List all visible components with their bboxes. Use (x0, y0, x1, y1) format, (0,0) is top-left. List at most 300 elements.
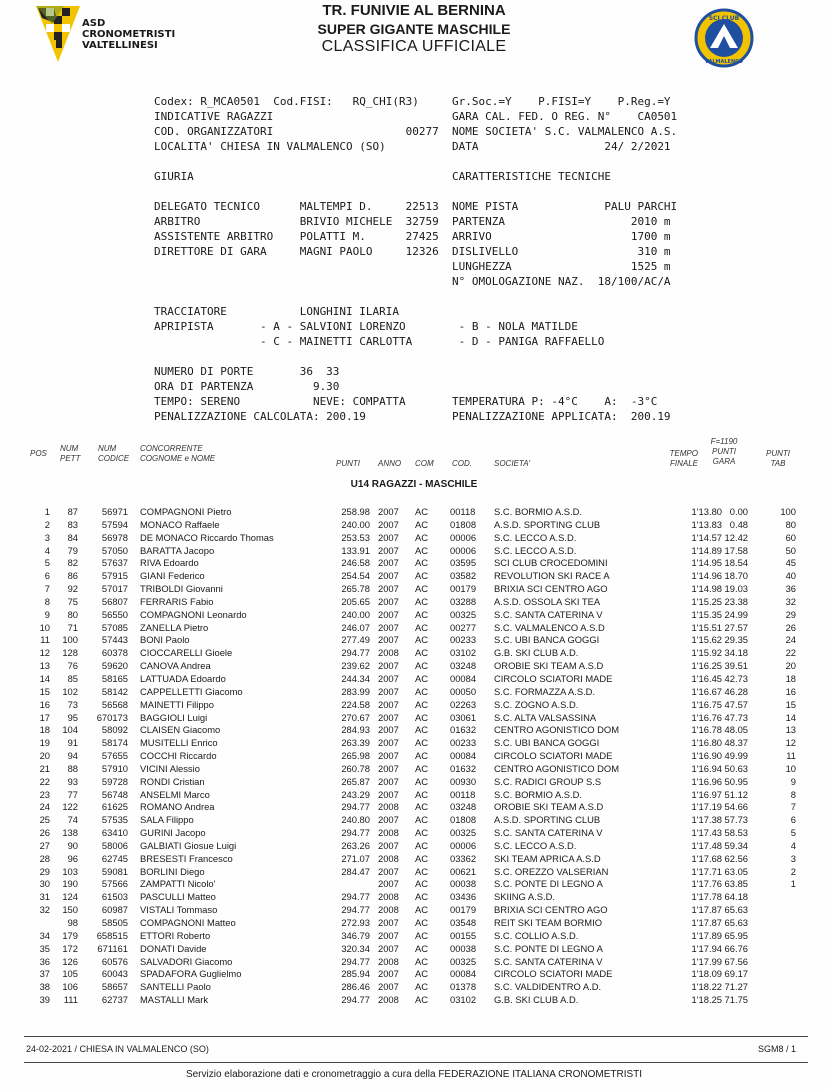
row-time: 1'15.35 (691, 608, 722, 620)
row-committee: AC (415, 750, 429, 762)
row-pos: 23 (39, 788, 50, 800)
row-club: S.C. BORMIO A.S.D. (494, 506, 583, 517)
table-row (0, 840, 828, 853)
col-punti-gara (707, 437, 741, 467)
row-points: 246.07 (341, 621, 370, 633)
row-time: 1'14.96 (691, 570, 722, 582)
row-race-points: 50.95 (724, 775, 748, 787)
col-punti-gara-factor: F=1190 (710, 437, 738, 446)
row-race-points: 62.56 (724, 852, 748, 864)
row-athlete-name: BAGGIOLI Luigi (140, 711, 208, 723)
row-time: 1'16.78 (691, 724, 722, 736)
row-points: 260.78 (341, 762, 370, 774)
row-club: S.C. SANTA CATERINA V (494, 827, 603, 839)
table-row (0, 943, 828, 956)
row-fis-code: 57637 (101, 557, 128, 569)
row-race-points: 48.37 (724, 737, 748, 749)
row-pos: 39 (39, 994, 50, 1006)
row-points: 346.79 (341, 929, 370, 941)
table-row (0, 583, 828, 596)
row-race-points: 24.99 (724, 608, 748, 620)
info-line: DIRETTORE DI GARA MAGNI PAOLO 12326 DISLIVELLO 310 m (154, 245, 671, 258)
row-committee: AC (415, 544, 429, 556)
row-points: 283.99 (341, 685, 370, 697)
info-line: GIURIA CARATTERISTICHE TECNICHE (154, 170, 611, 183)
row-table-points: 12 (785, 737, 796, 749)
table-row (0, 814, 828, 827)
row-pos: 7 (44, 583, 50, 595)
row-pos: 6 (44, 570, 50, 582)
row-year: 2007 (378, 518, 399, 530)
row-year: 2007 (378, 583, 399, 595)
row-points: 263.39 (341, 737, 370, 749)
row-bib: 138 (62, 827, 78, 839)
row-time: 1'17.68 (691, 852, 722, 864)
info-line: INDICATIVE RAGAZZI GARA CAL. FED. O REG. N° CA0501 (154, 110, 678, 123)
table-row (0, 545, 828, 558)
table-row (0, 519, 828, 532)
row-year: 2007 (378, 570, 399, 582)
row-fis-code: 57594 (101, 518, 128, 530)
row-fis-code: 57535 (101, 814, 128, 826)
row-committee: AC (415, 647, 429, 659)
row-club-code: 03061 (450, 711, 477, 723)
row-table-points: 7 (790, 801, 796, 813)
table-row (0, 801, 828, 814)
row-athlete-name: SANTELLI Paolo (140, 981, 211, 993)
row-race-points: 63.05 (724, 865, 748, 877)
row-club-code: 02263 (450, 698, 477, 710)
row-club-code: 00050 (450, 685, 477, 697)
row-year: 2007 (378, 672, 399, 684)
row-race-points: 17.58 (724, 544, 748, 556)
row-bib: 124 (62, 891, 78, 903)
row-club-code: 00118 (450, 506, 476, 517)
row-club-code: 00118 (450, 788, 476, 800)
row-committee: AC (415, 981, 429, 993)
row-race-points: 58.53 (724, 827, 748, 839)
row-pos: 5 (44, 557, 50, 569)
row-committee: AC (415, 506, 429, 517)
col-tempo (668, 449, 698, 469)
col-punti-tab-line1: PUNTI (766, 449, 790, 458)
row-year: 2007 (378, 942, 399, 954)
row-year: 2007 (378, 634, 399, 646)
row-club-code: 00233 (450, 634, 477, 646)
row-race-points: 18.70 (724, 570, 748, 582)
row-fis-code: 671161 (97, 942, 128, 954)
row-club-code: 03436 (450, 891, 477, 903)
row-points: 239.62 (341, 660, 370, 672)
row-year: 2007 (378, 968, 399, 980)
footer-service-note: Servizio elaborazione dati e cronometraggio a cura della FEDERAZIONE ITALIANA CRONOMETRISTI (185, 1069, 643, 1080)
row-race-points: 71.27 (724, 981, 748, 993)
row-athlete-name: BORLINI Diego (140, 865, 205, 877)
row-race-points: 18.54 (724, 557, 748, 569)
row-committee: AC (415, 557, 429, 569)
table-row (0, 686, 828, 699)
row-pos: 8 (44, 595, 50, 607)
table-row (0, 724, 828, 737)
row-table-points: 100 (780, 506, 796, 517)
row-club: SCI CLUB CROCEDOMINI (494, 557, 608, 569)
row-fis-code: 58174 (101, 737, 128, 749)
row-club: OROBIE SKI TEAM A.S.D (494, 801, 604, 813)
row-club: A.S.D. SPORTING CLUB (494, 814, 601, 826)
row-committee: AC (415, 531, 429, 543)
row-pos: 10 (39, 621, 50, 633)
row-club: S.C. ALTA VALSASSINA (494, 711, 597, 723)
row-athlete-name: COMPAGNONI Matteo (140, 917, 236, 928)
row-points: 294.77 (341, 801, 370, 813)
row-bib: 106 (62, 981, 78, 993)
row-club: CIRCOLO SCIATORI MADE (494, 968, 613, 980)
sci-club-valmalenco-logo (694, 8, 754, 68)
row-club: S.C. SANTA CATERINA V (494, 955, 603, 967)
row-race-points: 54.66 (724, 801, 748, 813)
row-club-code: 03102 (450, 994, 477, 1006)
row-table-points: 24 (785, 634, 796, 646)
row-fis-code: 59081 (101, 865, 128, 877)
row-table-points: 22 (785, 647, 796, 659)
classification-title: CLASSIFICA UFFICIALE (321, 38, 507, 55)
org-line-3: VALTELLINESI (82, 40, 158, 51)
table-row (0, 763, 828, 776)
row-athlete-name: BARATTA Jacopo (140, 544, 215, 556)
row-bib: 122 (62, 801, 78, 813)
row-year: 2007 (378, 595, 399, 607)
row-bib: 83 (67, 518, 78, 530)
table-row (0, 596, 828, 609)
row-club: G.B. SKI CLUB A.D. (494, 994, 579, 1006)
col-num-pett (60, 444, 80, 464)
row-fis-code: 56971 (101, 506, 128, 517)
row-pos: 26 (39, 827, 50, 839)
row-time: 1'15.51 (691, 621, 722, 633)
col-num-codice-line2: CODICE (98, 454, 130, 463)
row-committee: AC (415, 917, 429, 928)
row-year: 2007 (378, 544, 399, 556)
row-committee: AC (415, 878, 429, 890)
row-year: 2007 (378, 685, 399, 697)
row-race-points: 42.73 (724, 672, 748, 684)
row-pos: 15 (39, 685, 50, 697)
row-club: S.C. VALDIDENTRO A.D. (494, 981, 602, 993)
row-race-points: 67.56 (724, 955, 748, 967)
col-cod: COD. (452, 459, 472, 468)
row-time: 1'16.76 (691, 711, 722, 723)
row-athlete-name: MASTALLI Mark (140, 994, 209, 1006)
row-club: CIRCOLO SCIATORI MADE (494, 750, 613, 762)
row-club-code: 00084 (450, 672, 477, 684)
row-club-code: 00277 (450, 621, 477, 633)
row-race-points: 34.18 (724, 647, 748, 659)
table-row (0, 878, 828, 891)
row-bib: 80 (67, 608, 78, 620)
row-bib: 76 (67, 660, 78, 672)
row-fis-code: 57910 (101, 762, 128, 774)
row-committee: AC (415, 685, 429, 697)
row-club: OROBIE SKI TEAM A.S.D (494, 660, 604, 672)
row-athlete-name: BONI Paolo (140, 634, 190, 646)
row-fis-code: 63410 (101, 827, 128, 839)
row-time: 1'17.94 (691, 942, 722, 954)
row-bib: 75 (67, 595, 78, 607)
col-tempo-line2: FINALE (669, 459, 698, 468)
row-table-points: 20 (785, 660, 796, 672)
row-club-code: 03362 (450, 852, 477, 864)
footer-rule-bottom (24, 1062, 808, 1063)
row-points: 265.98 (341, 750, 370, 762)
row-athlete-name: SALVADORI Giacomo (140, 955, 233, 967)
row-club-code: 03248 (450, 660, 477, 672)
row-race-points: 29.35 (724, 634, 748, 646)
row-year: 2007 (378, 917, 399, 928)
info-line: ORA DI PARTENZA 9.30 (154, 380, 340, 393)
row-year: 2008 (378, 852, 399, 864)
table-row (0, 904, 828, 917)
row-athlete-name: GIANI Federico (140, 570, 205, 582)
row-club-code: 03595 (450, 557, 477, 569)
row-pos: 31 (39, 891, 50, 903)
row-bib: 79 (67, 544, 78, 556)
row-athlete-name: ZANELLA Pietro (140, 621, 209, 633)
row-year: 2007 (378, 814, 399, 826)
row-race-points: 71.75 (724, 994, 748, 1006)
row-points: 294.77 (341, 827, 370, 839)
row-race-points: 47.57 (724, 698, 748, 710)
row-year: 2008 (378, 904, 399, 916)
col-punti-gara-line2: GARA (712, 457, 736, 466)
row-pos: 12 (39, 647, 50, 659)
row-points: 294.77 (341, 891, 370, 903)
row-table-points: 6 (790, 814, 796, 826)
row-bib: 94 (67, 750, 78, 762)
row-pos: 28 (39, 852, 50, 864)
row-athlete-name: CANOVA Andrea (140, 660, 211, 672)
row-time: 1'16.25 (691, 660, 722, 672)
row-bib: 71 (67, 621, 78, 633)
row-club: CENTRO AGONISTICO DOM (494, 724, 620, 736)
row-fis-code: 56568 (101, 698, 128, 710)
row-year: 2008 (378, 994, 399, 1006)
row-race-points: 69.17 (724, 968, 748, 980)
row-pos: 24 (39, 801, 50, 813)
race-subtitle: SUPER GIGANTE MASCHILE (317, 21, 511, 37)
row-fis-code: 57655 (101, 750, 128, 762)
row-committee: AC (415, 904, 429, 916)
row-time: 1'16.96 (691, 775, 722, 787)
row-committee: AC (415, 852, 429, 864)
row-committee: AC (415, 762, 429, 774)
row-committee: AC (415, 955, 429, 967)
row-pos: 35 (39, 942, 50, 954)
row-table-points: 16 (785, 685, 796, 697)
row-table-points: 10 (785, 762, 796, 774)
row-fis-code: 670173 (96, 711, 128, 723)
table-row (0, 634, 828, 647)
row-year: 2007 (378, 775, 399, 787)
row-club: SKI TEAM APRICA A.S.D (494, 852, 601, 864)
row-points: 265.78 (341, 583, 370, 595)
row-committee: AC (415, 968, 429, 980)
row-pos: 17 (39, 711, 50, 723)
col-tempo-line1: TEMPO (669, 449, 698, 458)
row-club: REVOLUTION SKI RACE A (494, 570, 610, 582)
row-points: 224.58 (341, 698, 370, 710)
row-race-points: 65.63 (724, 917, 748, 928)
row-year: 2007 (378, 737, 399, 749)
row-pos: 16 (39, 698, 50, 710)
row-club: BRIXIA SCI CENTRO AGO (494, 583, 608, 595)
row-pos: 34 (39, 929, 50, 941)
info-line: TRACCIATORE LONGHINI ILARIA (154, 305, 400, 318)
row-time: 1'17.48 (691, 839, 722, 851)
row-time: 1'17.19 (691, 801, 722, 813)
row-bib: 103 (62, 865, 78, 877)
race-title: TR. FUNIVIE AL BERNINA (322, 2, 506, 19)
info-line: ARBITRO BRIVIO MICHELE 32759 PARTENZA 2010 m (154, 215, 671, 228)
col-anno: ANNO (378, 459, 402, 468)
row-bib: 190 (62, 878, 78, 890)
info-line: LOCALITA' CHIESA IN VALMALENCO (SO) DATA 24/ 2/2021 (154, 140, 671, 153)
row-athlete-name: FERRARIS Fabio (140, 595, 214, 607)
row-points: 244.34 (341, 672, 370, 684)
row-time: 1'16.75 (691, 698, 722, 710)
row-athlete-name: COMPAGNONI Leonardo (140, 608, 247, 620)
row-athlete-name: PASCULLI Matteo (140, 891, 216, 903)
row-bib: 74 (67, 814, 78, 826)
info-line: - C - MAINETTI CARLOTTA - D - PANIGA RAFFAELLO (154, 335, 605, 348)
table-row (0, 917, 828, 930)
row-athlete-name: CLAISEN Giacomo (140, 724, 221, 736)
row-points: 258.98 (341, 506, 370, 517)
row-pos: 22 (39, 775, 50, 787)
row-time: 1'17.43 (691, 827, 722, 839)
row-pos: 37 (39, 968, 50, 980)
row-year: 2007 (378, 698, 399, 710)
row-year: 2007 (378, 750, 399, 762)
row-club: REIT SKI TEAM BORMIO (494, 917, 603, 928)
row-club-code: 00084 (450, 750, 477, 762)
row-fis-code: 56978 (101, 531, 128, 543)
row-club: S.C. LECCO A.S.D. (494, 531, 577, 543)
row-year: 2007 (378, 762, 399, 774)
row-race-points: 51.12 (724, 788, 748, 800)
row-bib: 87 (67, 506, 78, 517)
row-committee: AC (415, 839, 429, 851)
info-line: COD. ORGANIZZATORI 00277 NOME SOCIETA' S.C. VALMALENCO A.S. (154, 125, 678, 138)
row-points: 254.54 (341, 570, 370, 582)
row-committee: AC (415, 891, 429, 903)
row-points: 265.87 (341, 775, 370, 787)
row-year: 2007 (378, 608, 399, 620)
row-athlete-name: ETTORI Roberto (140, 929, 211, 941)
row-time: 1'16.80 (691, 737, 722, 749)
row-time: 1'17.71 (691, 865, 722, 877)
row-time: 1'17.87 (691, 917, 722, 928)
row-bib: 86 (67, 570, 78, 582)
row-fis-code: 58006 (101, 839, 128, 851)
col-num-pett-line1: NUM (60, 444, 79, 453)
row-fis-code: 57443 (101, 634, 128, 646)
row-committee: AC (415, 737, 429, 749)
row-pos: 2 (44, 518, 50, 530)
table-row (0, 994, 828, 1007)
row-athlete-name: DE MONACO Riccardo Thomas (140, 531, 274, 543)
row-fis-code: 57050 (101, 544, 128, 556)
table-row (0, 750, 828, 763)
row-time: 1'17.38 (691, 814, 722, 826)
row-table-points: 9 (790, 775, 796, 787)
row-club: A.S.D. SPORTING CLUB (494, 518, 601, 530)
row-athlete-name: GURINI Jacopo (140, 827, 206, 839)
row-athlete-name: MONACO Raffaele (140, 518, 220, 530)
col-num-pett-line2: PETT (60, 454, 81, 463)
row-table-points: 36 (785, 583, 796, 595)
row-table-points: 14 (785, 711, 796, 723)
row-bib: 84 (67, 531, 78, 543)
row-club-code: 03288 (450, 595, 477, 607)
row-club: S.C. PONTE DI LEGNO A (494, 942, 603, 954)
footer-date-location: 24-02-2021 / CHIESA IN VALMALENCO (SO) (26, 1044, 209, 1054)
org-line-2: CRONOMETRISTI (82, 29, 176, 40)
row-points: 253.53 (341, 531, 370, 543)
row-table-points: 80 (785, 518, 796, 530)
row-pos: 18 (39, 724, 50, 736)
row-pos: 11 (40, 634, 50, 646)
info-line: Codex: R_MCA0501 Cod.FISI: RQ_CHI(R3) Gr.Soc.=Y P.FISI=Y P.Reg.=Y (154, 95, 671, 108)
col-num-codice (98, 444, 129, 464)
row-year: 2007 (378, 865, 399, 877)
table-row (0, 891, 828, 904)
row-race-points: 63.85 (724, 878, 748, 890)
row-points: 240.00 (341, 608, 370, 620)
row-club-code: 00006 (450, 839, 477, 851)
row-committee: AC (415, 827, 429, 839)
row-pos: 19 (39, 737, 50, 749)
row-committee: AC (415, 621, 429, 633)
table-row (0, 609, 828, 622)
row-fis-code: 56748 (101, 788, 128, 800)
row-club-code: 00084 (450, 968, 477, 980)
row-table-points: 1 (790, 878, 796, 890)
row-club: S.C. LECCO A.S.D. (494, 839, 577, 851)
row-pos: 38 (39, 981, 50, 993)
row-points: 240.00 (341, 518, 370, 530)
row-points: 263.26 (341, 839, 370, 851)
table-row (0, 506, 828, 519)
info-line (154, 154, 677, 169)
row-table-points: 2 (790, 865, 796, 877)
row-table-points: 11 (786, 750, 796, 762)
row-year: 2007 (378, 711, 399, 723)
info-line: ASSISTENTE ARBITRO POLATTI M. 27425 ARRIVO 1700 m (154, 230, 671, 243)
row-time: 1'15.25 (691, 595, 722, 607)
row-bib: 93 (67, 775, 78, 787)
row-race-points: 65.95 (724, 929, 748, 941)
row-bib: 88 (67, 762, 78, 774)
row-bib: 128 (62, 647, 78, 659)
row-pos: 30 (39, 878, 50, 890)
row-race-points: 66.76 (724, 942, 748, 954)
row-committee: AC (415, 865, 429, 877)
row-bib: 126 (62, 955, 78, 967)
row-athlete-name: TRIBOLDI Giovanni (140, 583, 223, 595)
table-row (0, 737, 828, 750)
row-race-points: 49.99 (724, 750, 748, 762)
row-points: 240.80 (341, 814, 370, 826)
